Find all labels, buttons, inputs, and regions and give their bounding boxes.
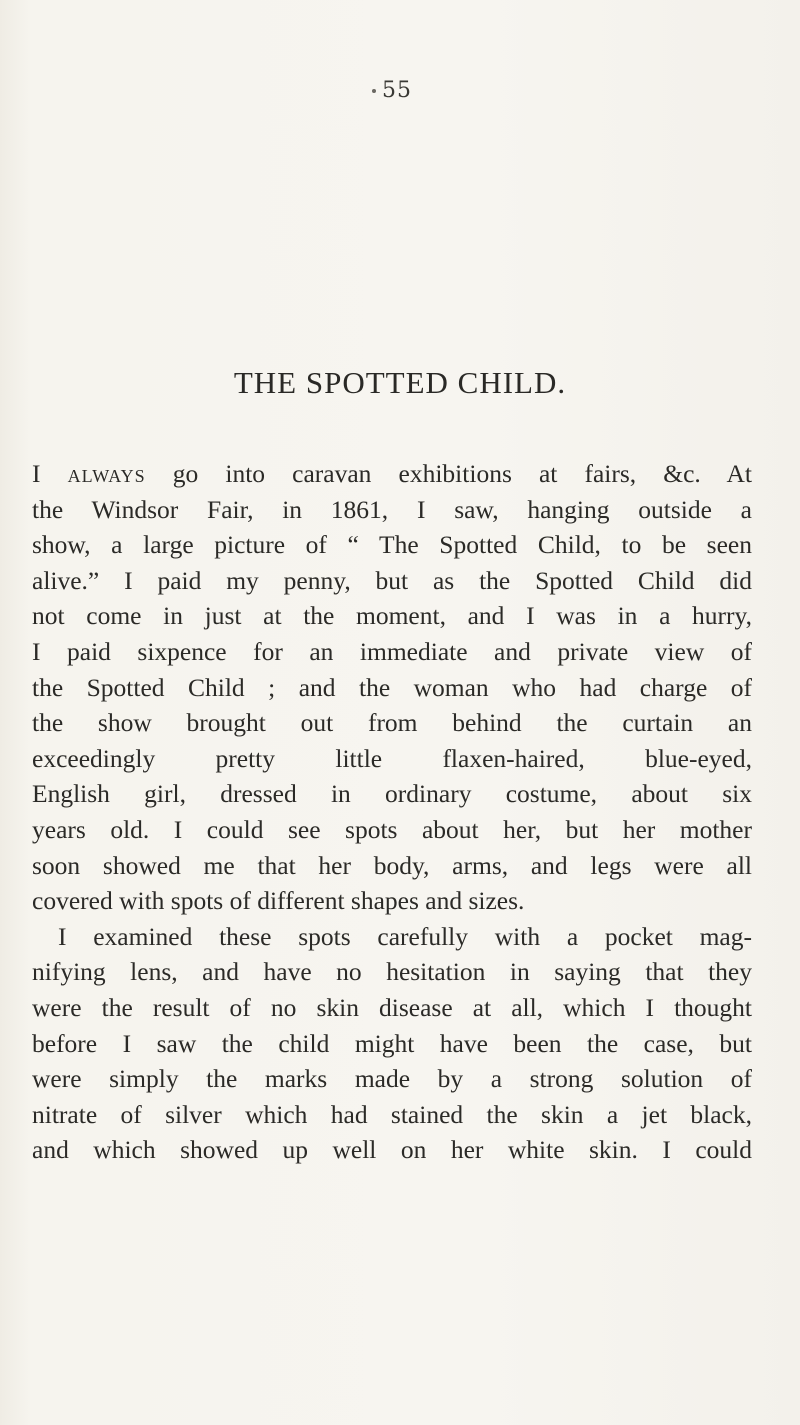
text-line: years old. I could see spots about her, but her mother [32, 814, 752, 844]
text-line: were simply the marks made by a strong solution of [32, 1064, 752, 1094]
bullet-dot [372, 89, 376, 93]
text-line: I examined these spots carefully with a pocket mag- [58, 921, 752, 951]
chapter-title: THE SPOTTED CHILD. [233, 365, 567, 400]
text-line: and which showed up well on her white skin. I could [32, 1135, 752, 1165]
body-text [32, 456, 752, 1168]
text-line: nitrate of silver which had stained the skin a jet black, [32, 1099, 752, 1129]
text-line: alive.” I paid my penny, but as the Spotted Child did [32, 565, 752, 595]
text-line: not come in just at the moment, and I was in a hurry, [32, 601, 752, 631]
text-line: exceedingly pretty little flaxen-haired, blue-eyed, [32, 743, 752, 773]
text-line: the Spotted Child ; and the woman who had charge of [32, 672, 752, 702]
text-line: before I saw the child might have been the case, but [32, 1028, 752, 1058]
text-line: English girl, dressed in ordinary costume, about six [32, 779, 752, 809]
text-line: I paid sixpence for an immediate and private view of [32, 636, 752, 666]
page-number-text: 55 [382, 78, 412, 103]
page-number [352, 78, 432, 103]
text-line: the Windsor Fair, in 1861, I saw, hanging outside a [32, 494, 752, 524]
text-line [32, 456, 752, 492]
text-line: the show brought out from behind the curtain an [32, 708, 752, 738]
text-line: nifying lens, and have no hesitation in saying that they [32, 957, 752, 987]
text-line: show, a large picture of “ The Spotted Child, to be seen [32, 530, 752, 560]
drop-word-initial: I [32, 459, 41, 488]
drop-word-smallcaps: always [67, 459, 146, 488]
line-rest: go into caravan exhibitions at fairs, &c. At [172, 459, 753, 488]
text-line: covered with spots of different shapes and sizes. [32, 886, 525, 916]
text-line: soon showed me that her body, arms, and legs were all [32, 850, 752, 880]
text-line: were the result of no skin disease at all, which I thought [32, 992, 752, 1022]
